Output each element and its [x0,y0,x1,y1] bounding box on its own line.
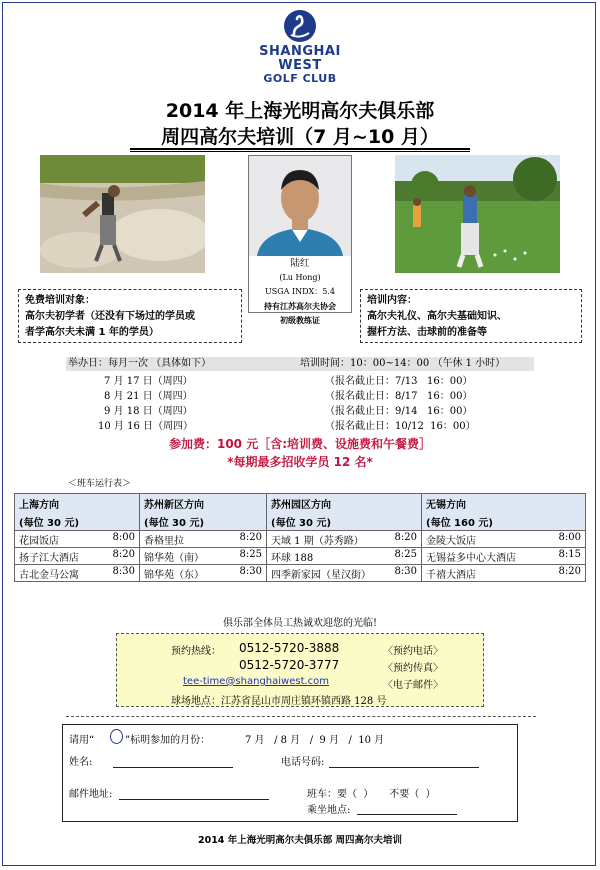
bus-schedule-table [14,493,586,582]
page-title: 2014 年上海光明高尔夫俱乐部 [165,100,435,122]
title-underline [130,148,470,152]
bus-time: 8:25 [394,548,417,560]
fee-text: 参加费：100 元［含:培训费、设施费和午餐费］ [168,437,432,451]
bus-stop: 金陵大饭店 [426,535,476,547]
coach-cert-line-2: 初级教练证 [280,315,320,325]
contact-box [116,633,484,707]
schedule-time: 培训时间：10：00~14：00 （午休 1 小时） [300,358,506,369]
email-tag: 〈电子邮件〉 [383,680,443,691]
bus-stop: 锦华苑（南） [144,552,204,564]
bus-time: 8:20 [558,565,581,577]
footer-text: 2014 年上海光明高尔夫俱乐部 周四高尔夫培训 [197,835,403,846]
page-subtitle: 周四高尔夫培训（7 月~10 月） [161,126,439,148]
bus-stop: 无锡益多中心大酒店 [426,552,516,564]
bus-header-wuxi: 无锡方向 [422,494,586,513]
bus-time: 8:00 [112,531,135,543]
max-participants: *每期最多招收学员 12 名* [227,455,373,469]
session-date-4: 10 月 16 日（周四） [98,421,193,432]
table-row [15,565,586,582]
month-options[interactable]: 7 月 / 8 月 / 9 月 / 10 月 [245,735,385,746]
bus-price-suzhou-new: (每位 30 元) [140,512,267,531]
table-row [15,531,586,548]
coach-cert-line-1: 持有江苏高尔夫协会 [264,301,336,311]
session-date-3: 9 月 18 日（周四） [104,406,193,417]
content-heading: 培训内容： [367,295,417,306]
bus-price-shanghai: (每位 30 元) [15,512,140,531]
bus-time: 8:30 [239,565,262,577]
bus-stop: 香格里拉 [144,535,184,547]
coach-info [248,257,352,327]
photo-driving-range [395,155,560,273]
coach-photo [249,156,351,256]
mail-field[interactable] [119,799,269,800]
email-link[interactable]: tee-time@shanghaiwest.com [183,676,330,687]
bus-stop: 锦华苑（东） [144,569,204,581]
table-row [15,548,586,565]
swan-emblem-icon [282,8,318,44]
pickup-field[interactable] [357,814,457,815]
bus-time: 8:15 [558,548,581,560]
content-line-2: 握杆方法、击球前的准备等 [367,327,487,338]
coach-index: USGA INDX：5.4 [265,287,335,296]
reservation-fax[interactable]: 0512-5720-3777 [239,658,340,672]
training-content-box [360,289,582,343]
bus-time: 8:20 [112,548,135,560]
bus-time: 8:00 [558,531,581,543]
bus-time: 8:25 [239,548,262,560]
bus-choice[interactable]: 班车：要（ ） 不要（ ） [307,789,436,800]
mail-label: 邮件地址: [69,789,113,800]
name-label: 姓名: [69,757,93,768]
registration-form [62,724,518,822]
reservation-phone-tag: 〈预约电话〉 [383,646,443,657]
bus-stop: 天域 1 期（苏秀路） [271,535,364,547]
phone-field[interactable] [329,767,479,768]
session-deadline-4: （报名截止日：10/12 16：00） [325,421,476,432]
coach-name: 陆红 [290,258,310,269]
bus-stop: 花园饭店 [19,535,59,547]
bus-price-wuxi: (每位 160 元) [422,512,586,531]
hotline-label: 预约热线： [171,646,221,657]
bus-time: 8:30 [112,565,135,577]
photo-bunker-shot [40,155,205,273]
coach-roman-name: (Lu Hong) [279,273,321,282]
bus-stop: 古北金马公寓 [19,569,79,581]
training-target-box [18,289,242,343]
bus-header-shanghai: 上海方向 [15,494,140,513]
logo-line-2: GOLF CLUB [263,72,337,85]
target-line-1: 高尔夫初学者（还没有下场过的学员或 [25,311,195,322]
session-deadline-1: （报名截止日：7/13 16：00） [325,376,473,387]
session-date-1: 7 月 17 日（周四） [104,376,193,387]
pickup-label: 乘坐地点: [307,805,351,816]
content-line-1: 高尔夫礼仪、高尔夫基础知识、 [367,311,507,322]
target-line-2: 者学高尔夫未满 1 年的学员） [25,327,159,338]
welcome-message: 俱乐部全体员工热诚欢迎您的光临! [222,618,378,629]
bus-header-suzhou-new: 苏州新区方向 [140,494,267,513]
cut-line [66,716,536,717]
circle-mark-icon [110,729,123,744]
course-address: 球场地点：江苏省昆山市周庄镇环镇西路 128 号 [171,696,387,707]
month-prompt-end: ”标明参加的月份： [125,735,211,746]
session-deadline-3: （报名截止日：9/14 16：00） [325,406,473,417]
bus-time: 8:20 [394,531,417,543]
bus-header-suzhou-park: 苏州园区方向 [267,494,422,513]
target-heading: 免费培训对象： [25,295,95,306]
bus-stop: 四季新家园（星汉街） [271,569,371,581]
name-field[interactable] [113,767,233,768]
logo-line-1: SHANGHAI WEST [259,44,341,73]
month-prompt: 请用“ [69,735,95,746]
bus-price-suzhou-park: (每位 30 元) [267,512,422,531]
bus-stop: 环球 188 [271,552,314,564]
bus-stop: 千禧大酒店 [426,569,476,581]
bus-table-caption: ＜班车运行表＞ [68,479,132,489]
bus-time: 8:30 [394,565,417,577]
session-date-2: 8 月 21 日（周四） [104,391,193,402]
session-deadline-2: （报名截止日：8/17 16：00） [325,391,473,402]
reservation-phone[interactable]: 0512-5720-3888 [239,641,340,655]
phone-label: 电话号码: [281,757,325,768]
club-logo [240,8,360,85]
bus-time: 8:20 [239,531,262,543]
reservation-fax-tag: 〈预约传真〉 [383,663,443,674]
bus-stop: 扬子江大酒店 [19,552,79,564]
schedule-frequency: 举办日：每月一次 （具体如下） [68,358,212,369]
